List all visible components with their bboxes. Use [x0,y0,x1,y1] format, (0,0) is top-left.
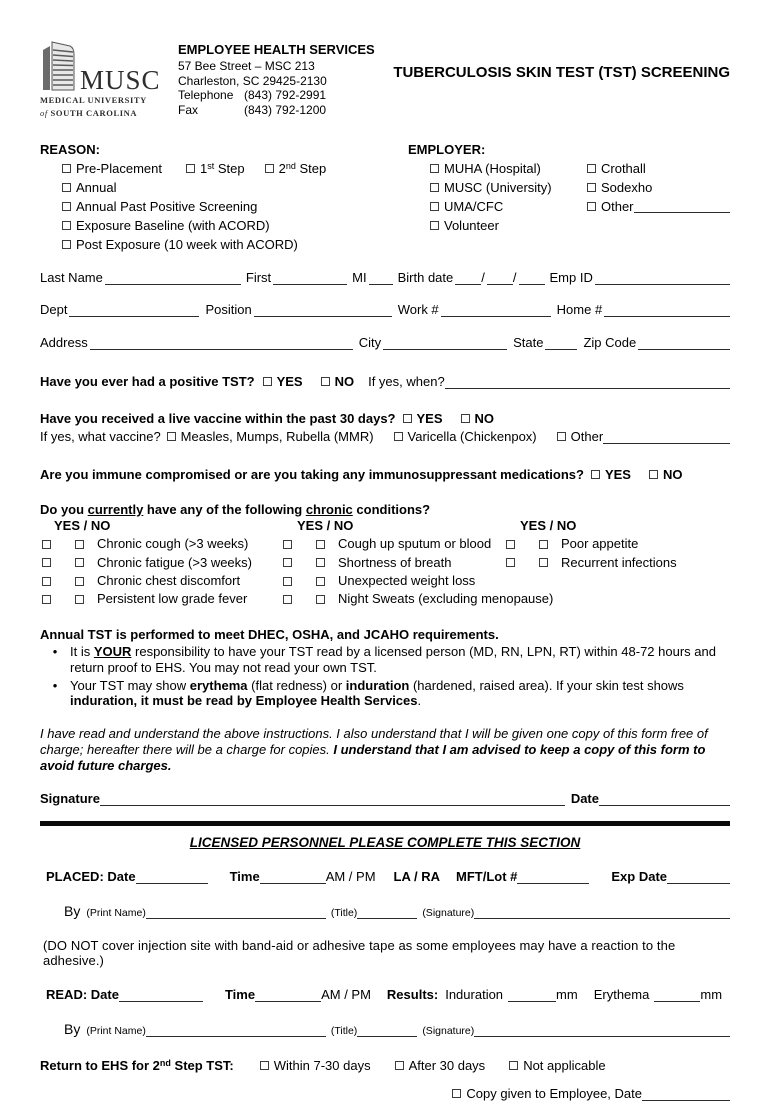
employer-row-other [587,199,730,215]
address-line-2: Charleston, SC 29425-2130 [178,73,327,88]
checkbox-q1-no[interactable] [321,377,330,386]
return-label: Return to EHS for 2nd Step TST: [40,1058,234,1074]
reason-past-positive-label: Annual Past Positive Screening [76,198,258,214]
placed-mft-blank[interactable] [517,870,589,884]
chronic-row-appetite [506,537,730,552]
chronic-column-1 [40,518,283,607]
address-line-1: 57 Bee Street – MSC 213 [178,59,315,73]
checkbox-musc[interactable] [430,183,439,192]
bandaid-warning: (DO NOT cover injection site with band-aid or adhesive tape as some employees may have a reaction to the adhesive.) [43,938,676,969]
return-option-after [395,1058,486,1073]
return-option-na [509,1058,605,1073]
employer-label: EMPLOYER: [408,142,486,157]
zip-label: Zip Code [583,334,637,350]
question-positive-tst [40,374,730,389]
employer-row-muha [430,161,565,177]
checkbox-fatigue-yes[interactable] [42,558,51,567]
form-header [40,40,730,118]
read-time-blank[interactable] [255,988,321,1002]
chronic-sputum-label: Cough up sputum or blood [338,536,492,552]
placed-date-label: PLACED: Date [46,869,136,885]
checkbox-vaccine-mmr[interactable] [167,432,176,441]
checkbox-annual-past-positive[interactable] [62,202,71,211]
employer-musc-label: MUSC (University) [444,179,552,195]
chronic-row-chest [40,574,283,589]
checkbox-vaccine-other[interactable] [557,432,566,441]
induration-label: Induration [445,987,504,1003]
checkbox-sweats-yes[interactable] [283,595,292,604]
employer-row-volunteer [430,218,565,234]
position-blank[interactable] [254,303,392,317]
q2-text: Have you received a live vaccine within the past 30 days? [40,410,396,426]
induration-mm-label: mm [556,987,578,1003]
signature-label: Signature [40,791,100,807]
home-phone-blank[interactable] [604,303,730,317]
checkbox-employer-other[interactable] [587,202,596,211]
chronic-column-3 [506,518,730,607]
section-divider [40,821,730,826]
reason-exposure-baseline-label: Exposure Baseline (with ACORD) [76,217,270,233]
employer-section [408,142,730,252]
birth-date-label: Birth date [397,269,454,285]
copy-given-date-blank[interactable] [642,1087,730,1101]
reason-pre-placement-label: Pre-Placement [76,160,162,176]
checkbox-annual[interactable] [62,183,71,192]
placed-row [40,869,730,884]
chronic-row-infections [506,556,730,571]
q2b-pre-label: If yes, what vaccine? [40,428,161,444]
read-row [40,987,730,1002]
work-phone-label: Work # [397,302,439,318]
checkbox-weight-yes[interactable] [283,577,292,586]
checkbox-infections-yes[interactable] [506,558,515,567]
checkbox-within-7-30[interactable] [260,1061,269,1070]
placed-by-row [40,903,730,919]
checkbox-exposure-baseline[interactable] [62,221,71,230]
checkbox-q2-no[interactable] [461,414,470,423]
copy-given-row [40,1086,730,1101]
placed-print-name-blank[interactable] [146,905,326,919]
address-label: Address [40,334,88,350]
reason-post-exposure-label: Post Exposure (10 week with ACORD) [76,236,298,252]
birth-day-blank[interactable] [487,271,513,285]
chronic-col1-header: YES / NO [54,517,111,533]
bullet-dot [40,644,70,675]
signature-date-blank[interactable] [599,792,730,806]
employer-row-crothall [587,161,730,177]
chronic-column-2 [283,517,554,607]
reason-row-steps [62,161,408,177]
checkbox-post-exposure[interactable] [62,240,71,249]
musc-building-icon [40,40,78,92]
zip-blank[interactable] [638,336,730,350]
return-within-label: Within 7-30 days [273,1058,371,1074]
chronic-row-cough [40,537,283,552]
read-signature-label: (Signature) [422,1025,475,1038]
employer-other-blank[interactable] [634,199,730,213]
checkbox-sweats-no[interactable] [316,595,325,604]
checkbox-not-applicable[interactable] [509,1061,518,1070]
employer-sodexho-label: Sodexho [601,179,653,195]
q1-when-blank[interactable] [445,375,730,389]
reason-first-step-label: 1st Step [199,160,245,176]
chronic-question: Do you currently have any of the following chronic conditions? [40,501,431,517]
musc-logo [40,40,178,118]
last-name-blank[interactable] [105,271,241,285]
read-date-label: READ: Date [46,987,119,1003]
last-name-label: Last Name [40,269,103,285]
checkbox-second-step[interactable] [265,164,274,173]
checkbox-q2-yes[interactable] [403,414,412,423]
emp-id-blank[interactable] [595,271,730,285]
chronic-chest-label: Chronic chest discomfort [97,572,241,588]
q3-yes-label: YES [604,466,631,482]
checkbox-fever-yes[interactable] [42,595,51,604]
fax-line: Fax (843) 792-1200 [178,102,327,117]
checkbox-fatigue-no[interactable] [75,558,84,567]
first-name-blank[interactable] [273,271,347,285]
placed-ampm-label: AM / PM [325,869,376,885]
q1-no-label: NO [334,373,355,389]
placed-date-blank[interactable] [136,870,208,884]
chronic-row-fever [40,592,283,607]
read-title-blank[interactable] [357,1023,417,1037]
checkbox-chest-no[interactable] [75,577,84,586]
employer-muha-label: MUHA (Hospital) [444,160,541,176]
reason-row-post-exposure [62,237,408,253]
licensed-section-header: LICENSED PERSONNEL PLEASE COMPLETE THIS SECTION [189,835,581,851]
q3-text: Are you immune compromised or are you taking any immunosuppressant medications? [40,466,584,482]
city-label: City [358,334,382,350]
placed-signature-label: (Signature) [422,907,475,920]
chronic-sweats-label: Night Sweats (excluding menopause) [338,591,554,607]
read-time-label: Time [224,987,256,1003]
q2-no-label: NO [474,410,495,426]
chronic-col2-header: YES / NO [297,517,354,533]
chronic-infections-label: Recurrent infections [561,554,677,570]
mi-blank[interactable] [369,271,393,285]
vaccine-other-label: Other [570,428,604,444]
chronic-row-sputum [283,537,506,552]
checkbox-cough-no[interactable] [75,540,84,549]
return-na-label: Not applicable [523,1058,606,1074]
placed-print-name-label: (Print Name) [86,907,146,920]
chronic-appetite-label: Poor appetite [561,536,639,552]
document-title: TUBERCULOSIS SKIN TEST (TST) SCREENING [393,64,730,81]
read-print-name-label: (Print Name) [86,1025,146,1038]
q1-followup-label: If yes, when? [368,373,445,389]
read-title-label: (Title) [330,1025,358,1038]
placed-by-label: By [64,903,81,920]
name-row [40,270,730,285]
placed-exp-blank[interactable] [667,870,730,884]
chronic-row-breath [283,556,506,571]
employer-row-umacfc [430,199,565,215]
q2-line [40,411,730,426]
state-label: State [513,334,544,350]
checkbox-after-30[interactable] [395,1061,404,1070]
vaccine-mmr-label: Measles, Mumps, Rubella (MMR) [180,428,374,444]
induration-blank[interactable] [508,988,556,1002]
q2-yes-label: YES [416,410,443,426]
reason-annual-label: Annual [76,179,117,195]
placed-title-label: (Title) [330,907,358,920]
return-option-within [260,1058,371,1073]
reason-label: REASON: [40,142,100,157]
signature-row [40,791,730,806]
checkbox-q1-yes[interactable] [263,377,272,386]
employer-row-sodexho [587,180,730,196]
checkbox-sodexho[interactable] [587,183,596,192]
checkbox-chest-yes[interactable] [42,577,51,586]
employer-umacfc-label: UMA/CFC [444,198,504,214]
department-name: EMPLOYEE HEALTH SERVICES [178,42,375,57]
annual-heading: Annual TST is performed to meet DHEC, OSHA, and JCAHO requirements. [40,627,499,643]
checkbox-uma-cfc[interactable] [430,202,439,211]
logo-subtitle-1: MEDICAL UNIVERSITY [40,95,147,105]
mi-label: MI [352,269,367,285]
placed-mft-label: MFT/Lot # [456,869,518,885]
checkbox-appetite-yes[interactable] [506,540,515,549]
employer-volunteer-label: Volunteer [444,217,499,233]
question-immune-compromised [40,467,730,482]
reason-employer-section [40,142,730,252]
chronic-fever-label: Persistent low grade fever [97,591,248,607]
emp-id-label: Emp ID [549,269,593,285]
checkbox-q3-yes[interactable] [591,470,600,479]
reason-row-exposure-baseline [62,218,408,234]
logo-acronym: MUSC [80,64,161,95]
dept-row [40,302,730,317]
read-ampm-label: AM / PM [321,987,371,1003]
acknowledgement-paragraph: I have read and understand the above instructions. I also understand that I will be given one copy of this form free of charge; hereafter there will be a charge for copies. I understand that I am advised to keep a copy of this form to avoid future charges. [40,725,708,774]
bullet-dot [40,678,70,709]
checkbox-sputum-no[interactable] [316,540,325,549]
phone-line: Telephone (843) 792-2991 [178,88,327,103]
erythema-blank[interactable] [654,988,700,1002]
question-live-vaccine [40,411,730,444]
checkbox-volunteer[interactable] [430,221,439,230]
checkbox-copy-given[interactable] [452,1089,461,1098]
q1-yes-label: YES [276,373,303,389]
date-slash-2: / [512,269,517,285]
vaccine-other-blank[interactable] [603,430,730,444]
placed-title-blank[interactable] [357,905,417,919]
checkbox-breath-no[interactable] [316,558,325,567]
chronic-conditions-section [40,502,730,607]
checkbox-weight-no[interactable] [316,577,325,586]
checkbox-breath-yes[interactable] [283,558,292,567]
read-print-name-blank[interactable] [146,1023,326,1037]
reason-section [40,142,408,252]
read-signature-blank[interactable] [474,1023,730,1037]
chronic-row-sweats [283,591,554,607]
checkbox-first-step[interactable] [186,164,195,173]
city-blank[interactable] [383,336,507,350]
checkbox-q3-no[interactable] [649,470,658,479]
dept-blank[interactable] [69,303,199,317]
vaccine-varicella-label: Varicella (Chickenpox) [407,428,537,444]
checkbox-pre-placement[interactable] [62,164,71,173]
placed-lara-label: LA / RA [393,869,440,885]
chronic-cough-label: Chronic cough (>3 weeks) [97,536,249,552]
address-block [178,40,393,118]
position-label: Position [205,302,252,318]
read-date-blank[interactable] [119,988,203,1002]
checkbox-sputum-yes[interactable] [283,540,292,549]
erythema-mm-label: mm [700,987,723,1003]
dept-label: Dept [40,302,68,318]
checkbox-cough-yes[interactable] [42,540,51,549]
checkbox-crothall[interactable] [587,164,596,173]
checkbox-infections-no[interactable] [539,558,548,567]
signature-blank[interactable] [100,792,565,806]
annual-tst-section [40,627,730,708]
work-phone-blank[interactable] [441,303,551,317]
q3-no-label: NO [662,466,683,482]
logo-subtitle-2: of SOUTH CAROLINA [40,108,138,118]
chronic-breath-label: Shortness of breath [338,554,452,570]
bullet-responsibility: • It is YOUR responsibility to have your TST read by a licensed person (MD, RN, LPN, RT) within 48-72 hours and return proof to EHS. You may not read your own TST. [40,644,730,675]
return-row [40,1058,730,1073]
q2b-line [40,429,730,444]
placed-time-blank[interactable] [260,870,326,884]
bullet-erythema: • Your TST may show erythema (flat redness) or induration (hardened, raised area). If your skin test shows induration, it must be read by Employee Health Services. [40,678,730,709]
read-by-label: By [64,1021,81,1038]
checkbox-appetite-no[interactable] [539,540,548,549]
chronic-fatigue-label: Chronic fatigue (>3 weeks) [97,554,252,570]
copy-given-label: Copy given to Employee, Date [466,1086,642,1101]
address-blank[interactable] [90,336,353,350]
erythema-label: Erythema [593,987,650,1003]
return-after-label: After 30 days [408,1058,486,1074]
reason-row-annual [62,180,408,196]
address-row [40,335,730,350]
placed-exp-label: Exp Date [611,869,668,885]
q1-text: Have you ever had a positive TST? [40,373,255,389]
first-name-label: First [245,269,272,285]
read-results-label: Results: [386,987,439,1003]
home-phone-label: Home # [556,302,603,318]
employer-other-label: Other [601,198,634,214]
placed-signature-blank[interactable] [474,905,730,919]
employer-crothall-label: Crothall [601,160,646,176]
chronic-row-fatigue [40,556,283,571]
signature-date-label: Date [570,791,599,807]
chronic-col3-header: YES / NO [520,517,577,533]
employer-row-musc [430,180,565,196]
birth-year-blank[interactable] [519,271,545,285]
checkbox-muha[interactable] [430,164,439,173]
date-slash-1: / [481,269,485,285]
chronic-weight-label: Unexpected weight loss [338,572,476,588]
placed-time-label: Time [229,869,260,885]
checkbox-fever-no[interactable] [75,595,84,604]
reason-second-step-label: 2nd Step [278,160,327,176]
birth-month-blank[interactable] [455,271,481,285]
chronic-row-weight [283,574,506,589]
reason-row-past-positive [62,199,408,215]
checkbox-vaccine-varicella[interactable] [394,432,403,441]
state-blank[interactable] [545,336,577,350]
